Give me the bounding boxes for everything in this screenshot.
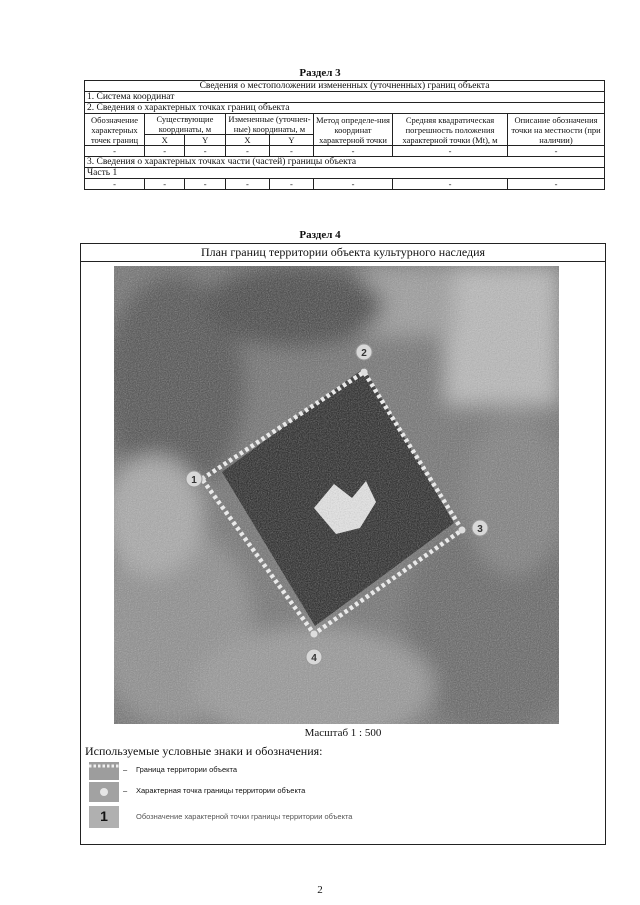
col-existing-y: Y [185,135,225,146]
table-cell: - [269,179,313,190]
col-method: Метод определе-ния координат характерной точки [314,114,393,146]
table-cell: - [85,146,145,157]
section3-subtitle: Сведения о местоположении измененных (уточненных) границ объекта [85,81,605,92]
point-label-4: 4 [311,653,317,664]
table-cell: - [185,146,225,157]
table-cell: - [508,179,605,190]
legend-boundary-icon [89,762,119,780]
table-cell: - [508,146,605,157]
table-row [85,179,605,190]
table-row [85,146,605,157]
legend-label-text: Обозначение характерной точки границы территории объекта [136,812,353,821]
col-changed-coords: Измененные (уточнен-ные) координаты, м [225,114,313,135]
coord-system-row: 1. Система координат [85,92,605,103]
section3-table [84,80,605,190]
table-cell: - [85,179,145,190]
plan-title: План границ территории объекта культурного наследия [81,244,605,262]
col-point-designation: Обозначение характерных точек границ [85,114,145,146]
legend-point-icon [89,782,119,802]
section3-title: Раздел 3 [299,67,341,79]
aerial-photo-svg [114,266,559,724]
section4-title: Раздел 4 [299,229,341,241]
points-info-row: 2. Сведения о характерных точках границ объекта [85,103,605,114]
table-cell: - [269,146,313,157]
table-cell: - [145,179,185,190]
table-cell: - [225,179,269,190]
col-existing-coords: Существующие координаты, м [145,114,226,135]
point-label-3: 3 [477,524,483,535]
table-cell: - [314,146,393,157]
table-cell: - [145,146,185,157]
table-cell: - [314,179,393,190]
table-cell: - [225,146,269,157]
part-label-row: Часть 1 [85,168,605,179]
legend-point-number: 1 [100,808,108,824]
table-cell: - [393,146,508,157]
page-number: 2 [317,884,323,896]
point-label-2: 2 [361,348,367,359]
plan-frame [80,243,606,845]
table-cell: - [185,179,225,190]
legend-point-text: Характерная точка границы территории объекта [136,786,306,795]
legend-title: Используемые условные знаки и обозначения: [85,744,323,758]
col-error: Средняя квадратическая погрешность положения характерной точки (Mt), м [393,114,508,146]
aerial-photo [114,266,559,724]
legend-dash: – [123,786,128,795]
legend-dash: – [123,765,128,774]
col-existing-x: X [145,135,185,146]
point-label-1: 1 [191,475,197,486]
table-cell: - [393,179,508,190]
col-description: Описание обозначения точки на местности (при наличии) [508,114,605,146]
col-changed-x: X [225,135,269,146]
map-scale: Масштаб 1 : 500 [304,727,382,739]
legend-boundary-text: Граница территории объекта [136,765,238,774]
part-points-row: 3. Сведения о характерных точках части (частей) границы объекта [85,157,605,168]
col-changed-y: Y [269,135,313,146]
